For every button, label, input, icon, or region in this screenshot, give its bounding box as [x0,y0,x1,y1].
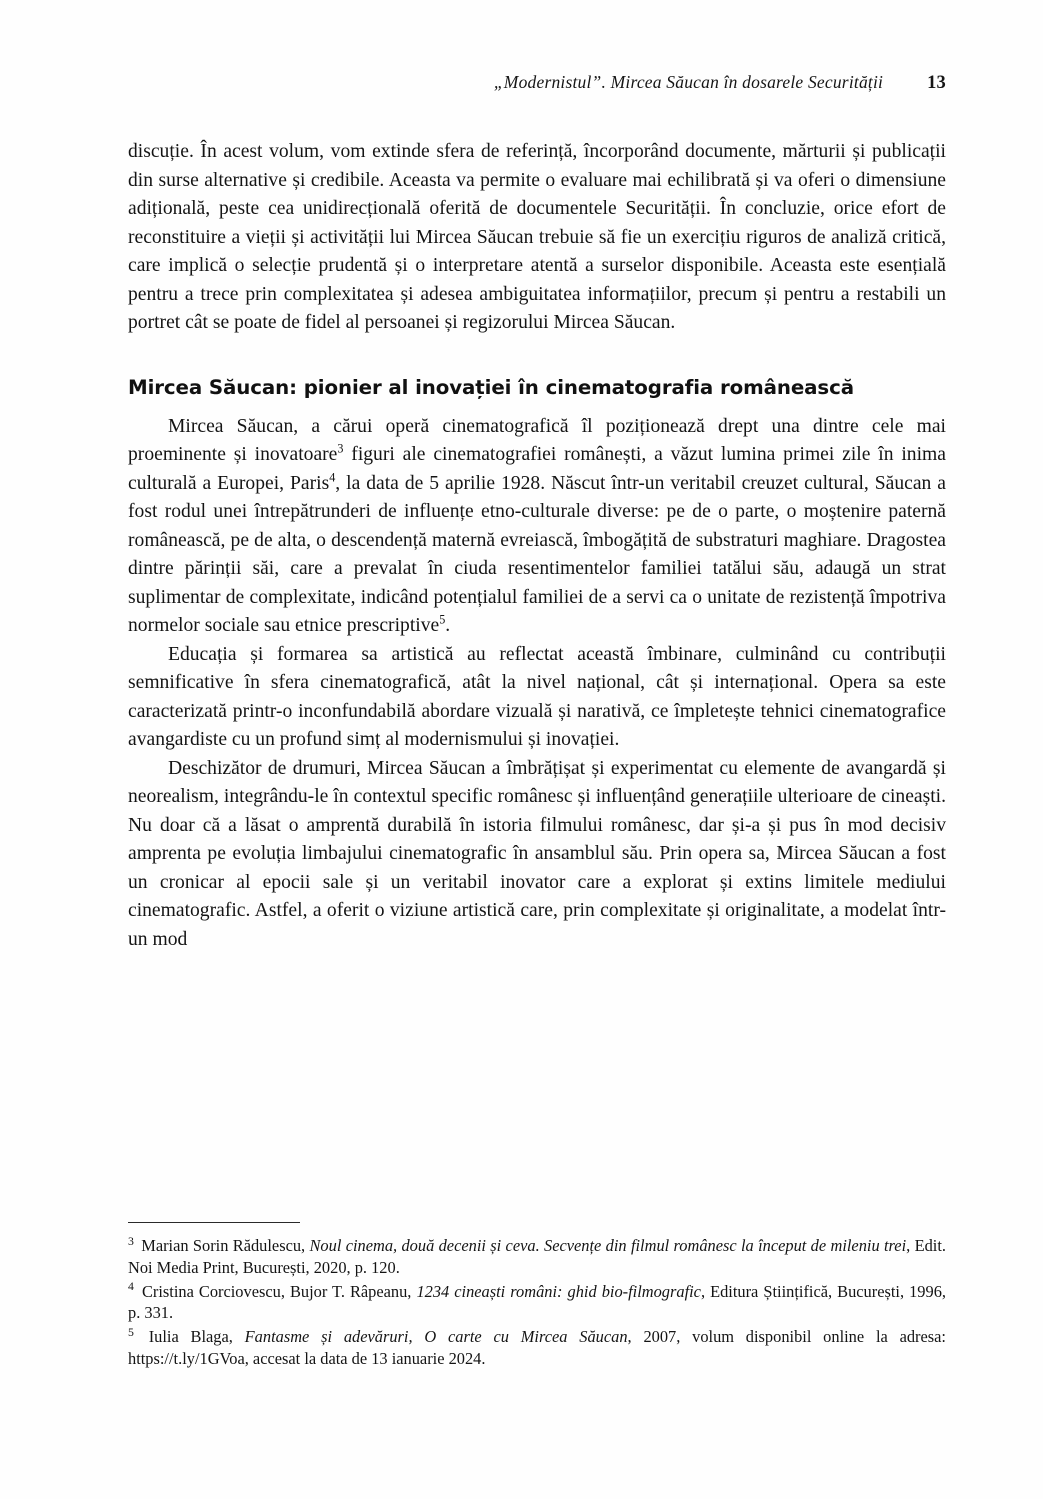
paragraph-2-part-a: Mircea Săucan, a cărui operă cinematografică îl poziționează drept una dintre cele mai proeminente și inovatoare [128,415,946,465]
footnote-ref-5[interactable]: 5 [439,612,446,627]
page-number: 13 [927,73,946,93]
footnote-marker: 4 [128,1279,134,1294]
footnote-item [128,1281,946,1325]
footnote-item [128,1235,946,1279]
footnotes-block [128,1222,946,1372]
page-content [128,72,946,954]
footnote-text-before: Cristina Corciovescu, Bujor T. Râpeanu, [136,1281,417,1301]
section-heading: Mircea Săucan: pionier al inovației în cinematografia românească [128,375,854,399]
footnote-marker: 5 [128,1324,134,1339]
footnote-text-after: , Edit. Noi Media Print, București, 2020, p. 120. [128,1236,946,1277]
paragraph-2 [128,413,946,641]
paragraph-1: discuție. În acest volum, vom extinde sfera de referință, încorporând documente, mărturii și publicații din surse alternative și credibile. Aceasta va permite o evaluare mai echilibrată și va oferi o dimensiune adițională, peste cea unidirecțională oferită de documentele Securității. În concluzie, orice efort de reconstituire a vieții și activității lui Mircea Săucan trebuie să fie un exercițiu riguros de analiză critică, care implică o selecție prudentă și o interpretare atentă a surselor disponibile. Aceasta este esențială pentru a trece prin complexitatea și adesea ambiguitatea informațiilor, precum și pentru a restabili un portret cât se poate de fidel al persoanei și regizorului Mircea Săucan. [128,141,946,333]
footnote-text-after: , Editura Științifică, București, 1996, p. 331. [128,1281,946,1323]
paragraph-2-part-d: . [445,615,451,636]
footnote-item [128,1326,946,1370]
paragraph-2-part-c: , la data de 5 aprilie 1928. Născut într-un veritabil creuzet cultural, Săucan a fost rodul unei întrepătrunderi de influențe etno-culturale diverse: pe de o parte, o moștenire paternă românească, pe de alta, o descendență maternă evreiască, îmbogățită de substraturi maghiare. Dragostea dintre părinții săi, care a prevalat în ciuda resentimentelor familiei tatălui său, adaugă un strat suplimentar de complexitate, indicând potențialul familiei de a servi ca o unitate de rezistență împotriva normelor sociale sau etnice prescriptive [128,472,946,636]
footnote-marker: 3 [128,1233,134,1248]
footnote-separator-rule [128,1222,300,1223]
paragraph-4: Deschizător de drumuri, Mircea Săucan a îmbrățișat și experimentat cu elemente de avangardă și neorealism, integrându-le în contextul specific românesc și influențând generațiile ulterioare de cineaști. Nu doar că a lăsat o amprentă durabilă în istoria filmului românesc, dar și-a și pus în mod decisiv amprenta pe evoluția limbajului cinematografic în ansamblul său. Prin opera sa, Mircea Săucan a fost un cronicar al epocii sale și un veritabil inovator care a explorat și extins limitele mediului cinematografic. Astfel, a oferit o viziune artistică care, prin complexitate și originalitate, a modelat într-un mod [128,757,946,950]
footnote-text-after: , 2007, volum disponibil online la adresa: https://t.ly/1GVoa, accesat la data de 13 ianuarie 2024. [128,1327,946,1369]
footnote-ref-3[interactable]: 3 [337,441,344,456]
footnote-title-italic: Fantasme și adevăruri, O carte cu Mircea Săucan [244,1327,628,1347]
footnote-title-italic: Noul cinema, două decenii și ceva. Secvențe din filmul românesc la început de mileniu trei [309,1236,907,1255]
footnote-text-before: Iulia Blaga, [136,1327,245,1347]
footnote-ref-4[interactable]: 4 [329,469,336,484]
running-head-title: „Modernistul”. Mircea Săucan în dosarele Securității [493,72,884,92]
footnote-text-before: Marian Sorin Rădulescu, [136,1236,310,1255]
running-head [128,72,946,94]
paragraph-2-part-b: figuri ale cinematografiei românești, a văzut lumina primei zile în inima culturală a Europei, Paris [128,444,946,494]
footnote-title-italic: 1234 cineaști români: ghid bio-filmografic [416,1281,701,1301]
paragraph-3: Educația și formarea sa artistică au reflectat această îmbinare, culminând cu contribuții semnificative în sfera cinematografică, atât la nivel național, cât și internațional. Opera sa este caracterizată printr-o inconfundabilă abordare vizuală și narativă, ce împletește tehnici cinematografice avangardiste cu un profund simț al modernismului și inovației. [128,643,946,750]
